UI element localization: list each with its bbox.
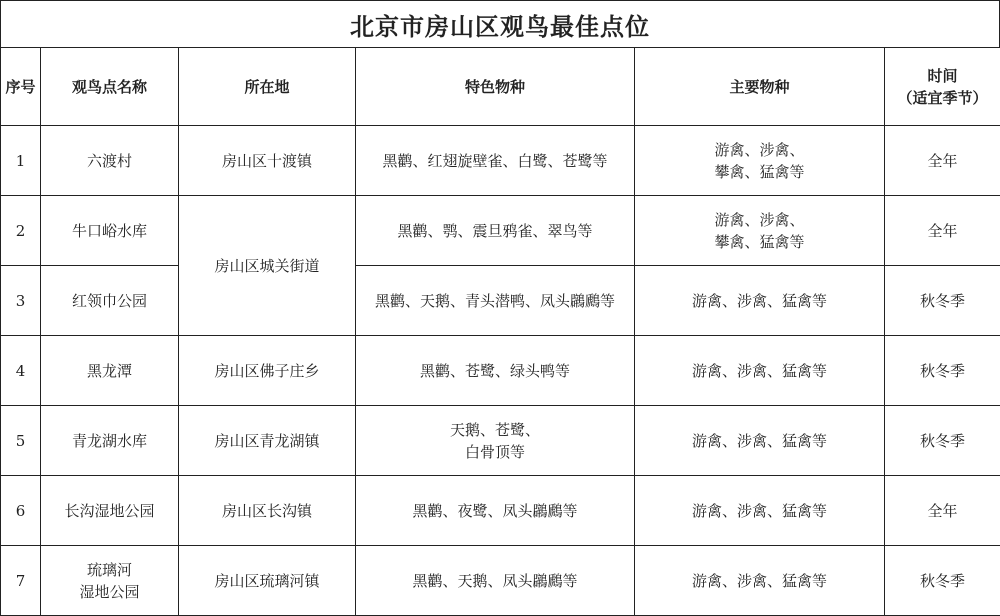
cell-no: 4 [1,336,41,406]
cell-time: 秋冬季 [885,336,1000,406]
table-header-row [1,48,1000,126]
cell-featured: 黑鹳、苍鹭、绿头鸭等 [356,336,635,406]
cell-featured: 黑鹳、天鹅、凤头鸊鷉等 [356,546,635,616]
cell-name: 长沟湿地公园 [41,476,179,546]
cell-location: 房山区青龙湖镇 [179,406,356,476]
header-time: 时间 （适宜季节） [885,48,1000,126]
cell-time: 秋冬季 [885,266,1000,336]
header-featured-species: 特色物种 [356,48,635,126]
cell-no: 2 [1,196,41,266]
cell-main: 游禽、涉禽、猛禽等 [635,266,885,336]
cell-time: 全年 [885,196,1000,266]
cell-name: 红领巾公园 [41,266,179,336]
page-title: 北京市房山区观鸟最佳点位 [0,0,1000,47]
table-row [1,336,1000,406]
cell-featured: 天鹅、苍鹭、 白骨顶等 [356,406,635,476]
cell-main: 游禽、涉禽、 攀禽、猛禽等 [635,196,885,266]
table-row [1,546,1000,616]
header-no: 序号 [1,48,41,126]
table-row [1,126,1000,196]
cell-name: 黑龙潭 [41,336,179,406]
cell-location: 房山区琉璃河镇 [179,546,356,616]
header-main-species: 主要物种 [635,48,885,126]
table-row [1,196,1000,266]
cell-main: 游禽、涉禽、猛禽等 [635,336,885,406]
cell-main: 游禽、涉禽、猛禽等 [635,546,885,616]
birding-spots-table [0,47,1000,616]
cell-no: 3 [1,266,41,336]
cell-main: 游禽、涉禽、 攀禽、猛禽等 [635,126,885,196]
cell-featured: 黑鹳、夜鹭、凤头鸊鷉等 [356,476,635,546]
cell-time: 秋冬季 [885,546,1000,616]
cell-time: 全年 [885,476,1000,546]
header-name: 观鸟点名称 [41,48,179,126]
cell-location: 房山区十渡镇 [179,126,356,196]
cell-name: 琉璃河 湿地公园 [41,546,179,616]
table-row [1,406,1000,476]
table-row [1,476,1000,546]
cell-name: 青龙湖水库 [41,406,179,476]
table-row [1,266,1000,336]
cell-featured: 黑鹳、鹗、震旦鸦雀、翠鸟等 [356,196,635,266]
cell-time: 全年 [885,126,1000,196]
cell-featured: 黑鹳、红翅旋壁雀、白鹭、苍鹭等 [356,126,635,196]
cell-location: 房山区佛子庄乡 [179,336,356,406]
cell-main: 游禽、涉禽、猛禽等 [635,476,885,546]
cell-time: 秋冬季 [885,406,1000,476]
cell-no: 5 [1,406,41,476]
cell-name: 六渡村 [41,126,179,196]
cell-location: 房山区长沟镇 [179,476,356,546]
cell-location: 房山区城关街道 [179,196,356,336]
cell-no: 7 [1,546,41,616]
header-location: 所在地 [179,48,356,126]
cell-name: 牛口峪水库 [41,196,179,266]
cell-featured: 黑鹳、天鹅、青头潜鸭、凤头鸊鷉等 [356,266,635,336]
cell-no: 1 [1,126,41,196]
cell-main: 游禽、涉禽、猛禽等 [635,406,885,476]
cell-no: 6 [1,476,41,546]
